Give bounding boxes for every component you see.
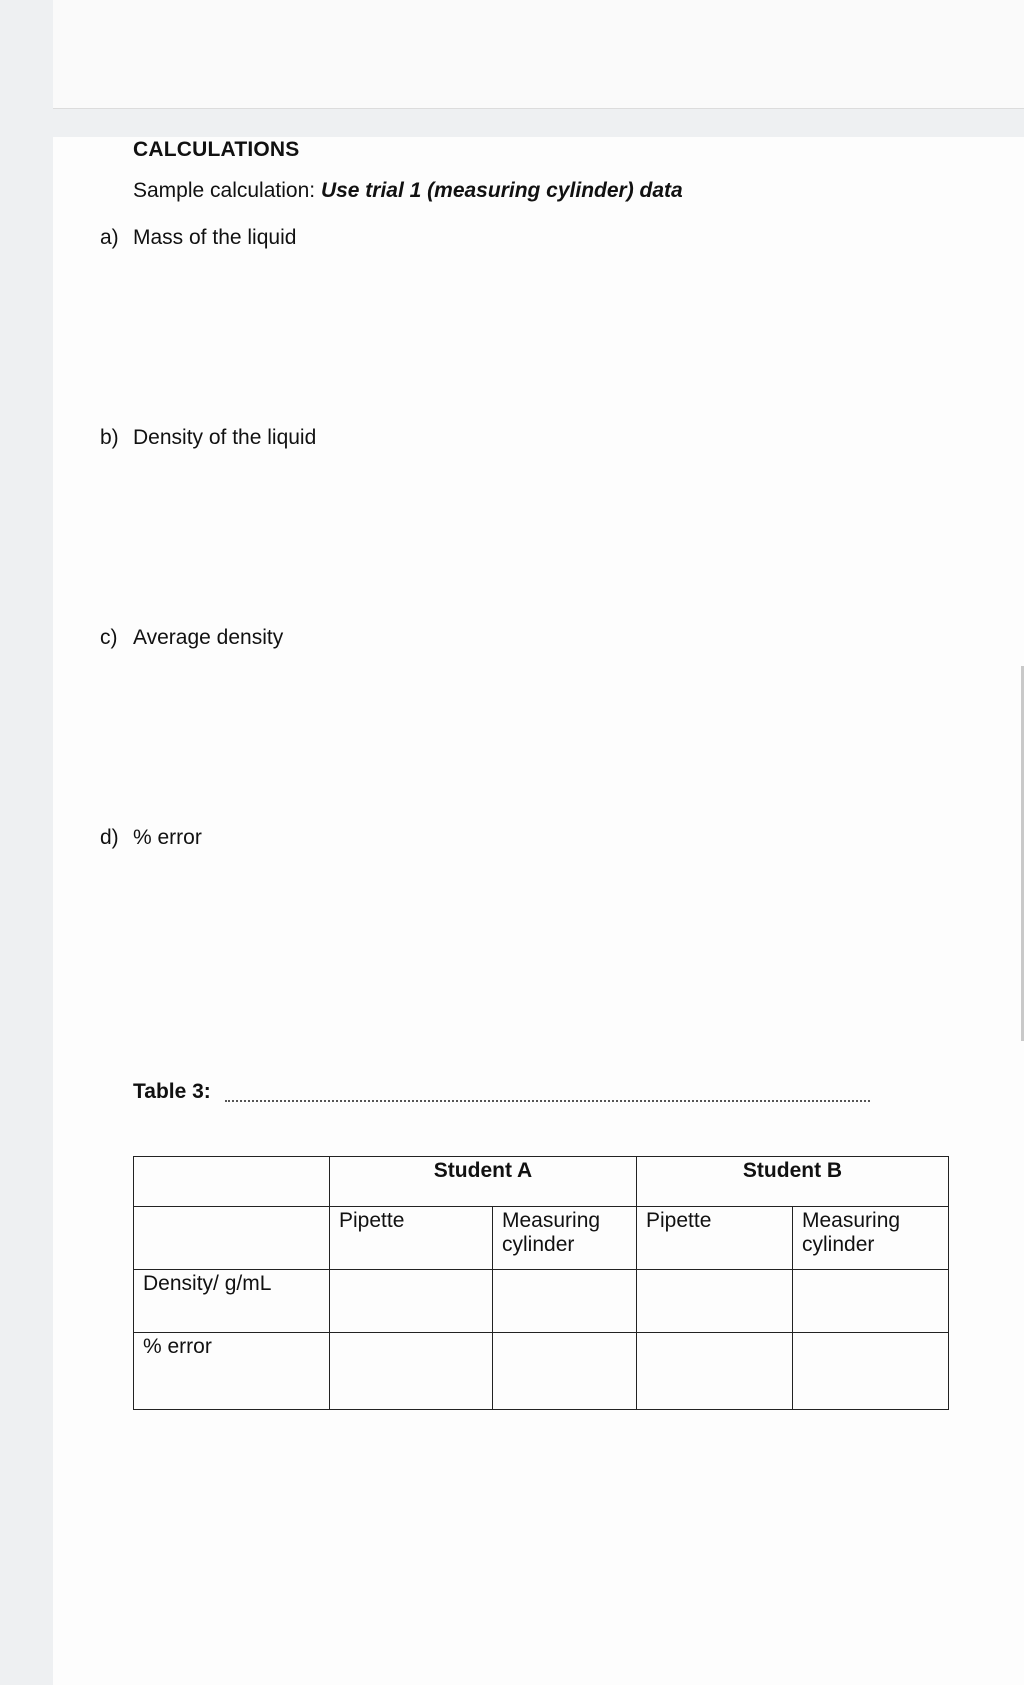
row-label: Density/ g/mL: [134, 1270, 330, 1333]
question-marker: a): [100, 226, 119, 249]
table-cell: [330, 1333, 493, 1410]
table-subheader-row: [134, 1207, 949, 1270]
question-marker: c): [100, 626, 118, 649]
table-row: [134, 1333, 949, 1410]
table-corner-cell: [134, 1157, 330, 1207]
table-cell: [637, 1270, 793, 1333]
question-b: [100, 426, 316, 450]
table-cell: [793, 1333, 949, 1410]
caption-fill-line: [225, 1100, 870, 1102]
sample-calculation-line: [133, 179, 683, 203]
table-cell: [637, 1333, 793, 1410]
subheader-cell: Pipette: [637, 1207, 793, 1270]
question-c: [100, 626, 283, 650]
question-label: Mass of the liquid: [133, 226, 297, 249]
subheader-cell: Pipette: [330, 1207, 493, 1270]
table-cell: [493, 1333, 637, 1410]
question-label: Density of the liquid: [133, 426, 317, 449]
table-cell: [793, 1270, 949, 1333]
question-d: [100, 826, 202, 850]
table-cell: [493, 1270, 637, 1333]
sample-calculation-prefix: Sample calculation:: [133, 179, 321, 202]
table-blank-cell: [134, 1207, 330, 1270]
table-caption: Table 3:: [133, 1080, 211, 1103]
calculations-heading: CALCULATIONS: [133, 138, 300, 161]
student-a-header: Student A: [330, 1157, 637, 1207]
subheader-cell: Measuring cylinder: [493, 1207, 637, 1270]
table-cell: [330, 1270, 493, 1333]
question-a: [100, 226, 296, 250]
worksheet-page: [53, 137, 1024, 1685]
table-group-header-row: [134, 1157, 949, 1207]
results-table: [133, 1156, 949, 1410]
question-label: Average density: [133, 626, 284, 649]
question-marker: b): [100, 426, 119, 449]
previous-page-section: [53, 0, 1024, 109]
question-marker: d): [100, 826, 119, 849]
sample-calculation-instruction: Use trial 1 (measuring cylinder) data: [320, 179, 683, 202]
student-b-header: Student B: [637, 1157, 949, 1207]
table-row: [134, 1270, 949, 1333]
subheader-cell: Measuring cylinder: [793, 1207, 949, 1270]
question-label: % error: [133, 826, 202, 849]
row-label: % error: [134, 1333, 330, 1410]
